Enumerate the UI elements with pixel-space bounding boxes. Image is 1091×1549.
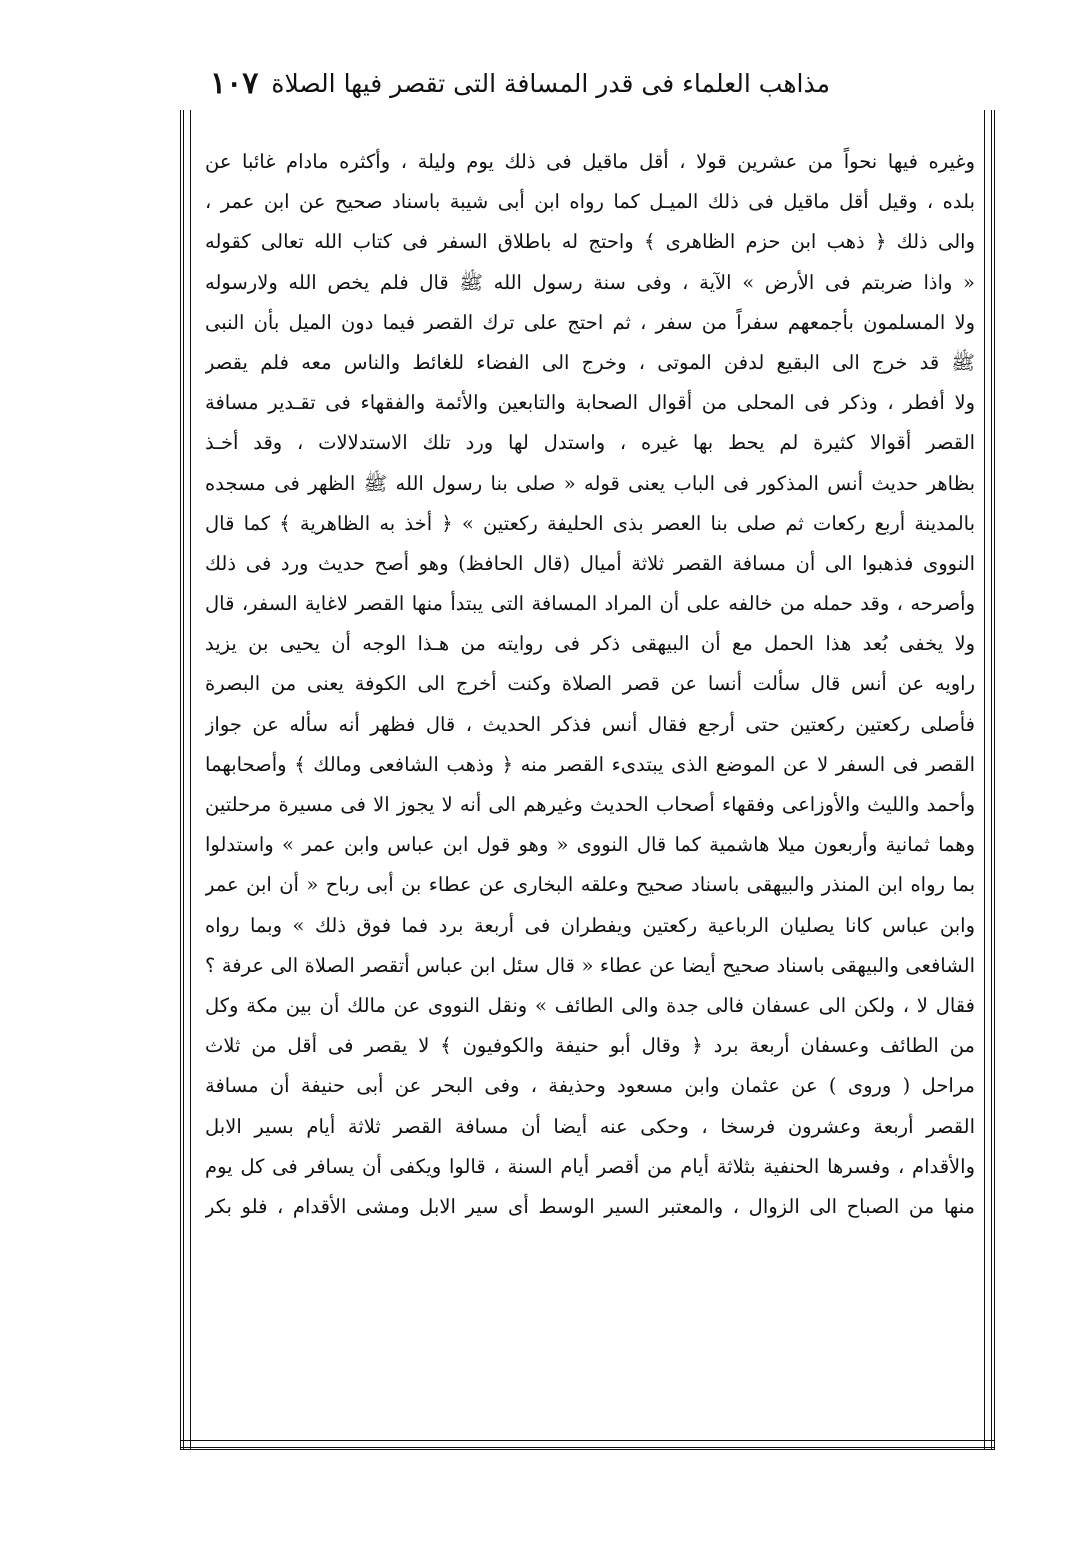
text-line: القصر أقوالا كثيرة لم يحط بها غيره ، واستدل لها ورد تلك الاستدلالات ، وقد أخـذ — [205, 431, 975, 455]
text-line: النووى فذهبوا الى أن مسافة القصر ثلاثة أميال (قال الحافظ) وهو أصح حديث ورد فى ذلك — [205, 551, 975, 575]
text-line: الشافعى والبيهقى باسناد صحيح أيضا عن عطاء « قال سئل ابن عباس أتقصر الصلاة الى عرفة ؟ — [205, 953, 975, 977]
text-line: « واذا ضربتم فى الأرض » الآية ، وفى سنة رسول الله ﷺ قال فلم يخص الله ولارسوله — [205, 270, 975, 294]
text-line: فأصلى ركعتين ركعتين حتى أرجع فقال أنس فذكر الحديث ، قال فظهر أنه سأله عن جواز — [205, 712, 975, 736]
text-line: والى ذلك ﴿ ذهب ابن حزم الظاهرى ﴾ واحتج له باطلاق السفر فى كتاب الله تعالى كقوله — [205, 230, 975, 254]
text-line: القصر فى السفر لا عن الموضع الذى يبتدىء القصر منه ﴿ وذهب الشافعى ومالك ﴾ وأصحابهما — [205, 752, 975, 776]
text-line: وغيره فيها نحواً من عشرين قولا ، أقل ماقيل فى ذلك يوم وليلة ، وأكثره مادام غائبا عن — [205, 150, 975, 173]
body-text — [205, 142, 975, 1227]
text-line: ولا أفطر ، وذكر فى المحلى من أقوال الصحابة والتابعين والأئمة والفقهاء فى تقـدير مسافة — [205, 391, 975, 415]
text-line: وأحمد والليث والأوزاعى وفقهاء أصحاب الحديث وغيرهم الى أنه لا يجوز الا فى مسيرة مرحلتين — [205, 793, 975, 816]
page-header — [210, 58, 830, 108]
text-line: مراحل ( وروى ) عن عثمان وابن مسعود وحذيفة ، وفى البحر عن أبى حنيفة أن مسافة — [205, 1074, 975, 1098]
text-line: والأقدام ، وفسرها الحنفية بثلاثة أيام من أقصر أيام السنة ، قالوا ويكفى أن يسافر فى كل يوم — [205, 1154, 975, 1178]
running-title: مذاهب العلماء فى قدر المسافة التى تقصر فيها الصلاة — [271, 68, 830, 98]
text-line: راويه عن أنس قال سألت أنسا عن قصر الصلاة وكنت أخرج الى الكوفة يعنى من البصرة — [205, 672, 975, 696]
text-line: فقال لا ، ولكن الى عسفان فالى جدة والى الطائف » ونقل النووى عن مالك أن بين مكة وكل — [205, 993, 975, 1017]
text-line: القصر أربعة وعشرون فرسخا ، وحكى عنه أيضا أن مسافة القصر ثلاثة أيام بسير الابل — [205, 1114, 975, 1138]
text-line: ﷺ قد خرج الى البقيع لدفن الموتى ، وخرج الى الفضاء للغائط والناس معه فلم يقصر — [205, 350, 975, 374]
text-line: منها من الصباح الى الزوال ، والمعتبر السير الوسط أى سير الابل ومشى الأقدام ، فلو بكر — [205, 1194, 975, 1218]
bottom-rule — [180, 1440, 995, 1450]
text-line: بما رواه ابن المنذر والبيهقى باسناد صحيح وعلقه البخارى عن عطاء بن أبى رباح « أن ابن عمر — [205, 873, 975, 897]
text-line: بالمدينة أربع ركعات ثم صلى بنا العصر بذى الحليفة ركعتين » ﴿ أخذ به الظاهرية ﴾ كما قال — [205, 511, 975, 535]
text-line: ولا يخفى بُعد هذا الحمل مع أن البيهقى ذكر فى روايته من هـذا الوجه أن يحيى بن يزيد — [205, 632, 975, 656]
text-line: وابن عباس كانا يصليان الرباعية ركعتين ويفطران فى أربعة برد فما فوق ذلك » وبما رواه — [205, 913, 975, 937]
text-line: ولا المسلمون بأجمعهم سفراً من سفر ، ثم احتج على ترك القصر فيما دون الميل بأن النبى — [205, 310, 975, 334]
text-line: بظاهر حديث أنس المذكور فى الباب يعنى قوله « صلى بنا رسول الله ﷺ الظهر فى مسجده — [205, 471, 975, 495]
text-line: وهما ثمانية وأربعون ميلا هاشمية كما قال النووى « وهو قول ابن عباس وابن عمر » واستدلوا — [205, 833, 975, 857]
text-line: وأصرحه ، وقد حمله من خالفه على أن المراد المسافة التى يبتدأ منها القصر لاغاية السفر، قال — [205, 592, 975, 616]
text-line: من الطائف وعسفان أربعة برد ﴿ وقال أبو حنيفة والكوفيون ﴾ لا يقصر فى أقل من ثلاث — [205, 1034, 975, 1058]
page-number: ١٠٧ — [210, 65, 259, 101]
text-line: بلده ، وقيل أقل ماقيل فى ذلك الميـل كما رواه ابن أبى شيبة باسناد صحيح عن ابن عمر ، — [205, 190, 975, 214]
